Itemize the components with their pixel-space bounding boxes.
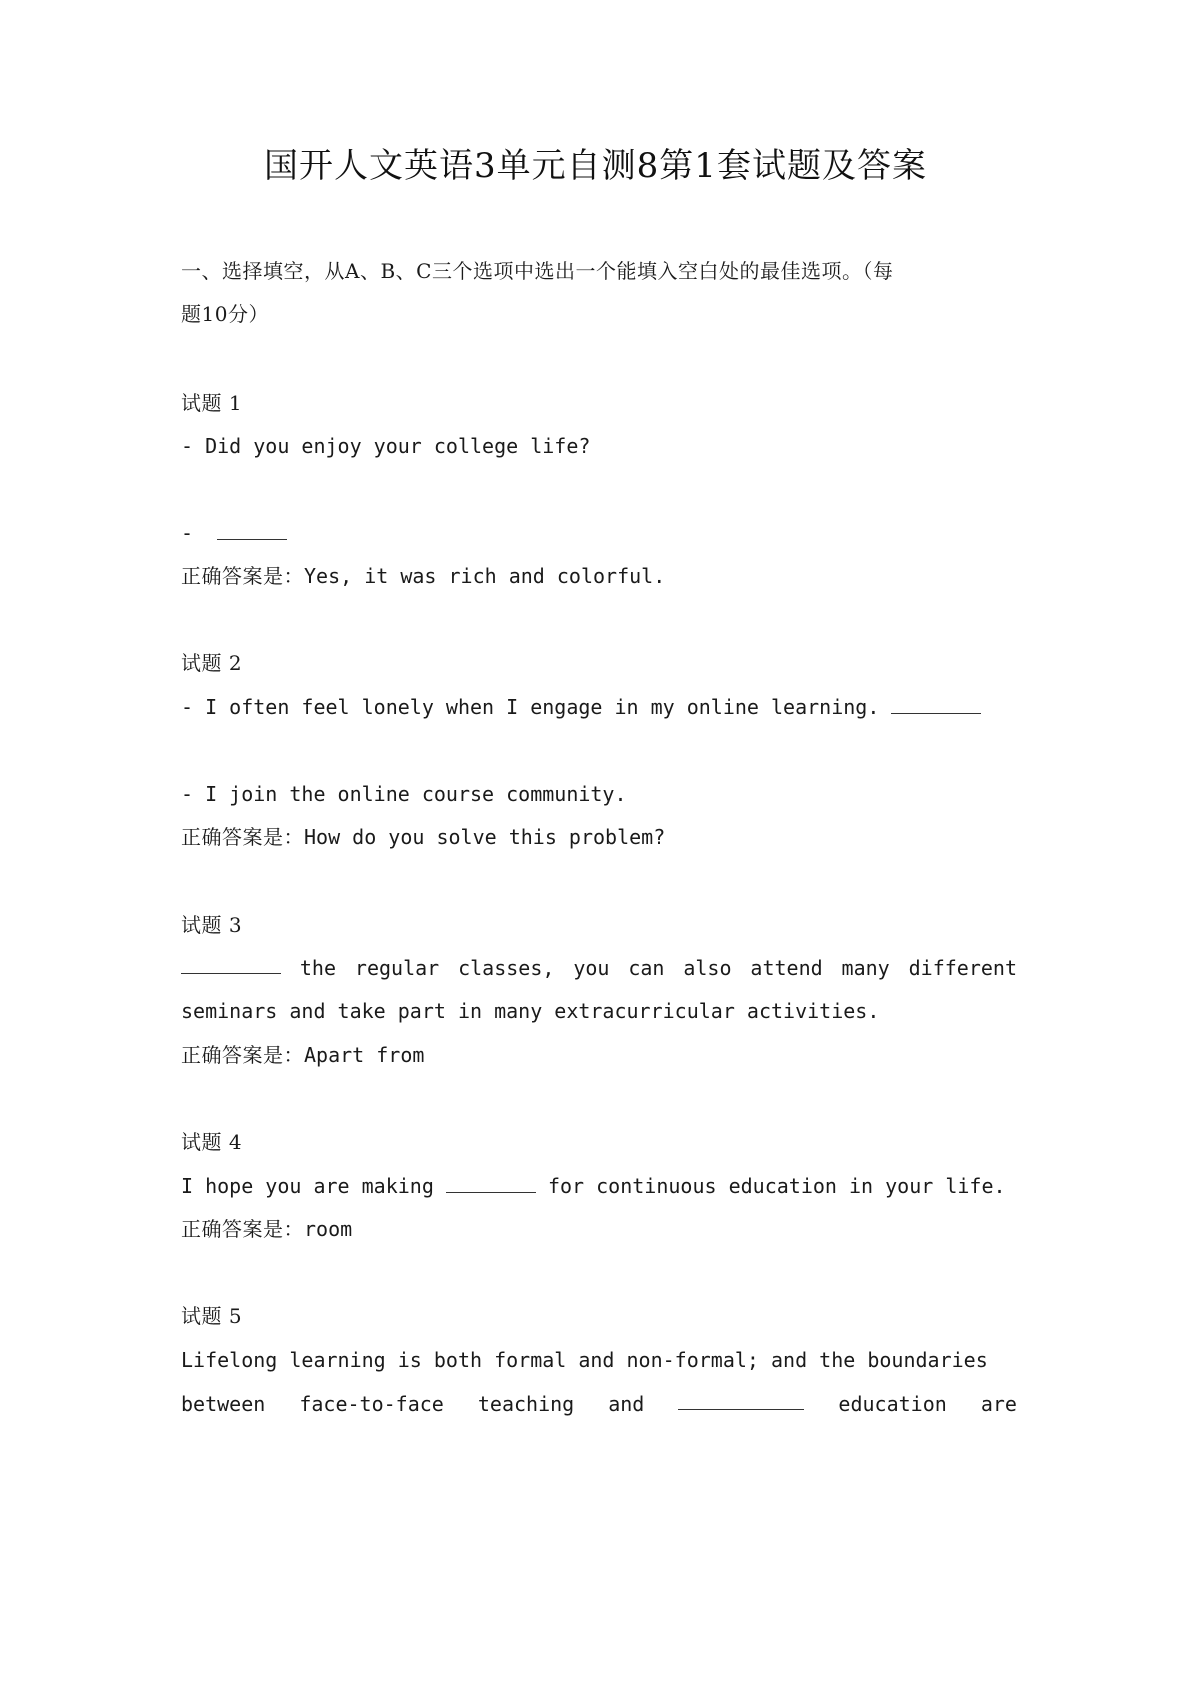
answer-blank bbox=[678, 1391, 804, 1410]
question-5-label: 试题 5 bbox=[181, 1304, 243, 1328]
question-5-line-2 bbox=[181, 1391, 1017, 1417]
prompt-before: I hope you are making bbox=[181, 1174, 434, 1198]
instructions-line-2: 题10分） bbox=[181, 302, 269, 326]
word: the bbox=[299, 956, 337, 980]
word: teaching bbox=[477, 1392, 575, 1416]
answer-blank bbox=[181, 955, 281, 974]
word: are bbox=[980, 1392, 1017, 1416]
question-1-reply bbox=[181, 520, 1017, 546]
question-1-prompt: - Did you enjoy your college life? bbox=[181, 434, 591, 458]
question-2-reply: - I join the online course community. bbox=[181, 782, 627, 806]
prompt-text: - I often feel lonely when I engage in my online learning. bbox=[181, 695, 880, 719]
prompt-after: for continuous education in your life. bbox=[547, 1174, 1006, 1198]
question-5-line-1: Lifelong learning is both formal and non-formal; and the boundaries bbox=[181, 1348, 988, 1372]
answer-text: Apart from bbox=[304, 1043, 425, 1067]
word: different bbox=[908, 956, 1017, 980]
answer-prefix: 正确答案是： bbox=[181, 1217, 304, 1241]
word: also bbox=[683, 956, 732, 980]
answer-blank bbox=[891, 695, 981, 714]
word: you bbox=[573, 956, 610, 980]
answer-text: How do you solve this problem? bbox=[304, 825, 666, 849]
word: and bbox=[608, 1392, 645, 1416]
page-title: 国开人文英语3单元自测8第1套试题及答案 bbox=[264, 146, 927, 186]
answer-prefix: 正确答案是： bbox=[181, 1043, 304, 1067]
answer-prefix: 正确答案是： bbox=[181, 564, 304, 588]
question-2-label: 试题 2 bbox=[181, 651, 243, 675]
question-2-answer bbox=[181, 824, 1017, 850]
word: many bbox=[841, 956, 890, 980]
word: face-to-face bbox=[299, 1392, 444, 1416]
question-3-line-1 bbox=[181, 955, 1017, 981]
answer-text: Yes, it was rich and colorful. bbox=[304, 564, 666, 588]
question-3-answer bbox=[181, 1042, 1017, 1068]
question-4-prompt bbox=[181, 1173, 1017, 1199]
question-1-answer bbox=[181, 563, 1017, 589]
question-1-label: 试题 1 bbox=[181, 391, 243, 415]
word: attend bbox=[750, 956, 823, 980]
question-4-answer bbox=[181, 1216, 1017, 1242]
word: can bbox=[628, 956, 665, 980]
question-2-prompt bbox=[181, 694, 1017, 720]
reply-dash: - bbox=[181, 521, 194, 545]
question-3-line-2: seminars and take part in many extracurricular activities. bbox=[181, 999, 880, 1023]
answer-blank bbox=[217, 521, 287, 540]
instructions-line-1: 一、选择填空，从A、B、C三个选项中选出一个能填入空白处的最佳选项。（每 bbox=[181, 259, 894, 283]
answer-blank bbox=[446, 1174, 536, 1193]
word: classes, bbox=[458, 956, 555, 980]
word: education bbox=[838, 1392, 947, 1416]
question-4-label: 试题 4 bbox=[181, 1130, 243, 1154]
answer-text: room bbox=[304, 1217, 353, 1241]
answer-prefix: 正确答案是： bbox=[181, 825, 304, 849]
word: between bbox=[181, 1392, 266, 1416]
question-3-label: 试题 3 bbox=[181, 913, 243, 937]
word: regular bbox=[354, 956, 440, 980]
